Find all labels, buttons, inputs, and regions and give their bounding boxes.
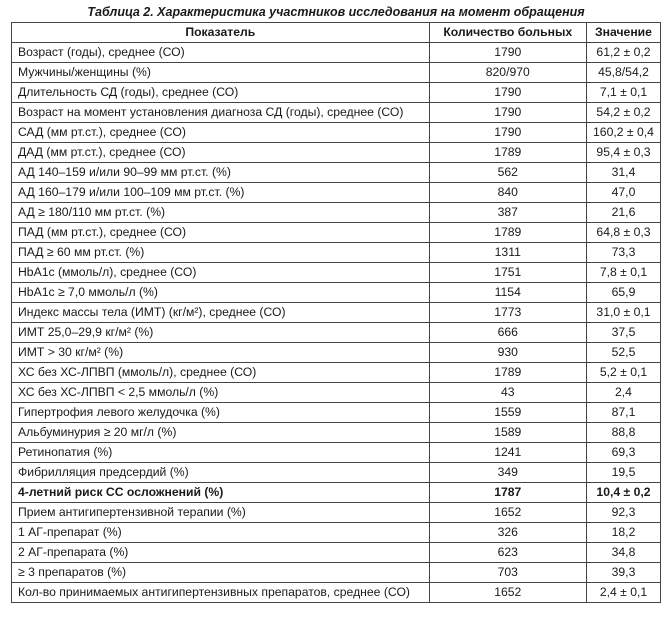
table-row [12, 43, 661, 63]
table-row [12, 263, 661, 283]
row-patient-count: 1789 [429, 143, 586, 163]
row-patient-count: 623 [429, 543, 586, 563]
table-row [12, 323, 661, 343]
row-patient-count: 1790 [429, 83, 586, 103]
row-patient-count: 930 [429, 343, 586, 363]
row-indicator: Возраст (годы), среднее (СО) [12, 43, 430, 63]
row-value: 7,8 ± 0,1 [586, 263, 660, 283]
row-indicator: Гипертрофия левого желудочка (%) [12, 403, 430, 423]
table-row [12, 183, 661, 203]
row-indicator: 2 АГ-препарата (%) [12, 543, 430, 563]
row-patient-count: 1154 [429, 283, 586, 303]
row-value: 160,2 ± 0,4 [586, 123, 660, 143]
characteristics-table [11, 22, 661, 603]
row-value: 34,8 [586, 543, 660, 563]
header-patient-count: Количество больных [429, 23, 586, 43]
row-value: 10,4 ± 0,2 [586, 483, 660, 503]
row-patient-count: 1559 [429, 403, 586, 423]
row-indicator: HbA1c ≥ 7,0 ммоль/л (%) [12, 283, 430, 303]
row-value: 21,6 [586, 203, 660, 223]
row-indicator: ДАД (мм рт.ст.), среднее (СО) [12, 143, 430, 163]
table-row [12, 363, 661, 383]
table-row [12, 563, 661, 583]
row-value: 47,0 [586, 183, 660, 203]
table-row [12, 483, 661, 503]
row-value: 92,3 [586, 503, 660, 523]
row-indicator: 1 АГ-препарат (%) [12, 523, 430, 543]
table-body [12, 43, 661, 603]
row-patient-count: 820/970 [429, 63, 586, 83]
table-row [12, 543, 661, 563]
row-indicator: ХС без ХС-ЛПВП (ммоль/л), среднее (СО) [12, 363, 430, 383]
row-value: 18,2 [586, 523, 660, 543]
row-value: 69,3 [586, 443, 660, 463]
header-indicator: Показатель [12, 23, 430, 43]
row-value: 64,8 ± 0,3 [586, 223, 660, 243]
table-row [12, 243, 661, 263]
row-value: 54,2 ± 0,2 [586, 103, 660, 123]
row-indicator: ≥ 3 препаратов (%) [12, 563, 430, 583]
row-value: 37,5 [586, 323, 660, 343]
table-row [12, 143, 661, 163]
row-value: 5,2 ± 0,1 [586, 363, 660, 383]
row-value: 39,3 [586, 563, 660, 583]
row-patient-count: 1589 [429, 423, 586, 443]
row-indicator: АД 160–179 и/или 100–109 мм рт.ст. (%) [12, 183, 430, 203]
row-patient-count: 1787 [429, 483, 586, 503]
table-row [12, 163, 661, 183]
row-value: 87,1 [586, 403, 660, 423]
table-row [12, 463, 661, 483]
row-patient-count: 1790 [429, 123, 586, 143]
row-indicator: Альбуминурия ≥ 20 мг/л (%) [12, 423, 430, 443]
row-value: 31,0 ± 0,1 [586, 303, 660, 323]
row-patient-count: 326 [429, 523, 586, 543]
row-patient-count: 1790 [429, 103, 586, 123]
row-value: 61,2 ± 0,2 [586, 43, 660, 63]
row-patient-count: 1751 [429, 263, 586, 283]
row-indicator: Индекс массы тела (ИМТ) (кг/м²), среднее (СО) [12, 303, 430, 323]
row-patient-count: 1790 [429, 43, 586, 63]
table-header-row [12, 23, 661, 43]
table-row [12, 343, 661, 363]
row-value: 73,3 [586, 243, 660, 263]
table-row [12, 403, 661, 423]
row-indicator: Длительность СД (годы), среднее (СО) [12, 83, 430, 103]
row-value: 19,5 [586, 463, 660, 483]
row-patient-count: 703 [429, 563, 586, 583]
row-value: 31,4 [586, 163, 660, 183]
row-indicator: ИМТ 25,0–29,9 кг/м² (%) [12, 323, 430, 343]
table-row [12, 443, 661, 463]
row-indicator: ПАД ≥ 60 мм рт.ст. (%) [12, 243, 430, 263]
row-patient-count: 387 [429, 203, 586, 223]
table-row [12, 283, 661, 303]
row-indicator: АД ≥ 180/110 мм рт.ст. (%) [12, 203, 430, 223]
table-caption: Таблица 2. Характеристика участников исследования на момент обращения [87, 5, 585, 19]
row-indicator: АД 140–159 и/или 90–99 мм рт.ст. (%) [12, 163, 430, 183]
row-patient-count: 1241 [429, 443, 586, 463]
row-patient-count: 840 [429, 183, 586, 203]
row-indicator: 4-летний риск СС осложнений (%) [12, 483, 430, 503]
row-patient-count: 1311 [429, 243, 586, 263]
row-indicator: HbA1c (ммоль/л), среднее (СО) [12, 263, 430, 283]
table-row [12, 123, 661, 143]
table-row [12, 83, 661, 103]
table-row [12, 523, 661, 543]
table-row [12, 303, 661, 323]
row-indicator: ИМТ > 30 кг/м² (%) [12, 343, 430, 363]
row-patient-count: 1652 [429, 503, 586, 523]
row-indicator: Фибрилляция предсердий (%) [12, 463, 430, 483]
table-row [12, 583, 661, 603]
row-value: 2,4 [586, 383, 660, 403]
row-indicator: ХС без ХС-ЛПВП < 2,5 ммоль/л (%) [12, 383, 430, 403]
row-indicator: Мужчины/женщины (%) [12, 63, 430, 83]
table-row [12, 503, 661, 523]
table-row [12, 223, 661, 243]
row-indicator: Ретинопатия (%) [12, 443, 430, 463]
table-row [12, 203, 661, 223]
row-patient-count: 1789 [429, 363, 586, 383]
row-value: 88,8 [586, 423, 660, 443]
row-value: 65,9 [586, 283, 660, 303]
header-value: Значение [586, 23, 660, 43]
row-indicator: САД (мм рт.ст.), среднее (СО) [12, 123, 430, 143]
row-indicator: Прием антигипертензивной терапии (%) [12, 503, 430, 523]
row-value: 2,4 ± 0,1 [586, 583, 660, 603]
row-patient-count: 43 [429, 383, 586, 403]
row-indicator: ПАД (мм рт.ст.), среднее (СО) [12, 223, 430, 243]
row-value: 95,4 ± 0,3 [586, 143, 660, 163]
row-value: 7,1 ± 0,1 [586, 83, 660, 103]
table-row [12, 423, 661, 443]
row-patient-count: 562 [429, 163, 586, 183]
table-row [12, 383, 661, 403]
table-row [12, 63, 661, 83]
table-row [12, 103, 661, 123]
row-indicator: Кол-во принимаемых антигипертензивных препаратов, среднее (СО) [12, 583, 430, 603]
row-value: 45,8/54,2 [586, 63, 660, 83]
row-patient-count: 1773 [429, 303, 586, 323]
row-indicator: Возраст на момент установления диагноза СД (годы), среднее (СО) [12, 103, 430, 123]
row-patient-count: 1789 [429, 223, 586, 243]
row-patient-count: 666 [429, 323, 586, 343]
row-value: 52,5 [586, 343, 660, 363]
row-patient-count: 349 [429, 463, 586, 483]
row-patient-count: 1652 [429, 583, 586, 603]
